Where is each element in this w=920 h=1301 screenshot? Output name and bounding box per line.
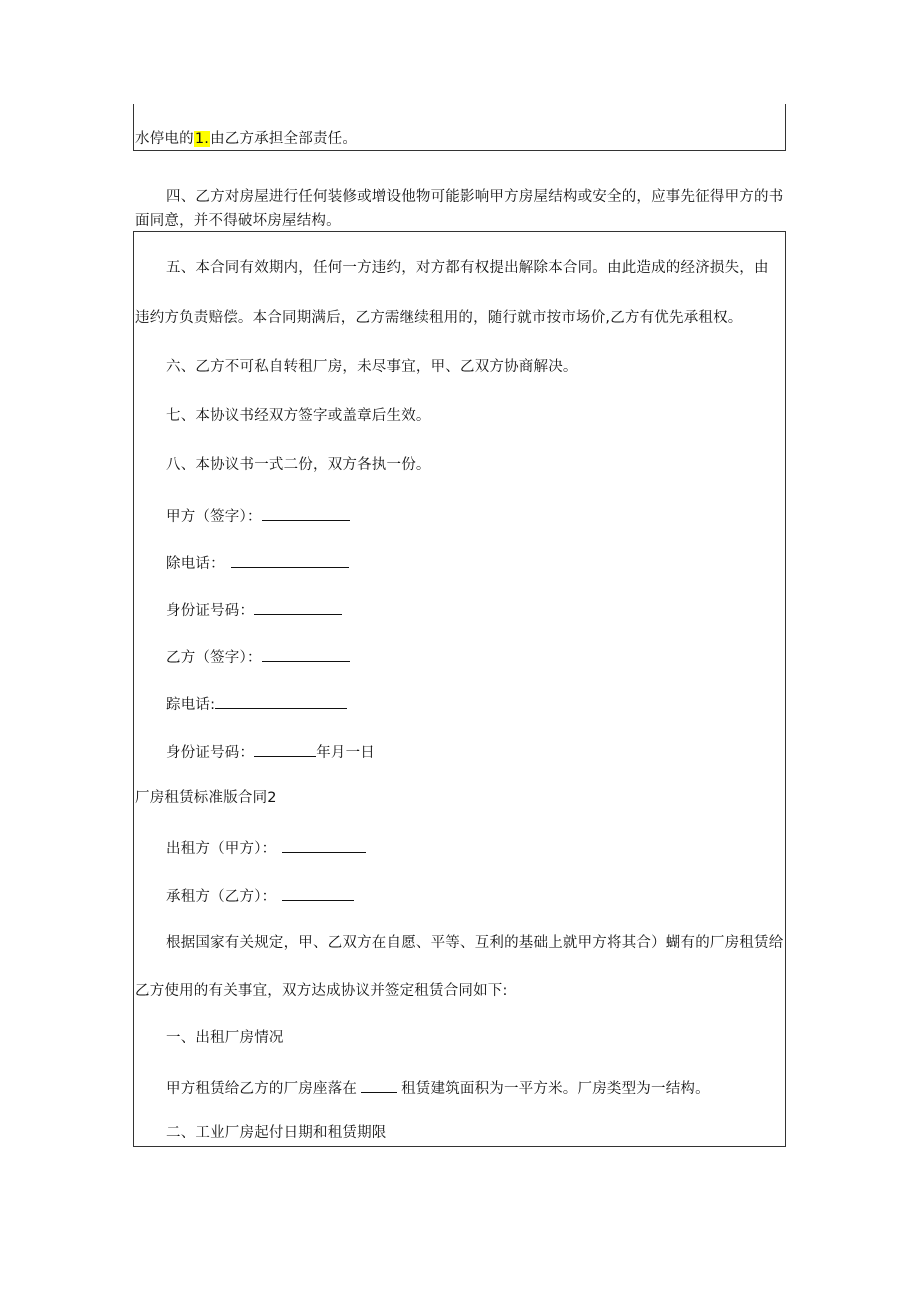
- lessor-line: [166, 836, 366, 859]
- id-a-label: 身份证号码：: [166, 603, 255, 619]
- section1-text: [166, 1076, 710, 1099]
- blank-underline: [254, 740, 316, 757]
- para5-line2: 违约方负责赔偿。本合同期满后，乙方需继续租用的，随行就市按市场价,乙方有优先承租权。: [135, 310, 743, 326]
- para4-line1: 四、乙方对房屋进行任何装修或增设他物可能影响甲方房屋结构或安全的，应事先征得甲方的书: [166, 189, 784, 205]
- phone-b-line: [166, 692, 347, 715]
- para5-line1: 五、本合同有效期内，任何一方违约，对方都有权提出解除本合同。由此造成的经济损失，由: [166, 260, 769, 276]
- id-a-line: [166, 598, 342, 621]
- contract2-title: 厂房租赁标准版合同2: [135, 790, 277, 806]
- blank-underline: [215, 692, 347, 709]
- party-a-sign-line: [166, 504, 350, 527]
- blank-underline: [262, 645, 350, 662]
- lessee-line: [166, 884, 354, 907]
- para7: 七、本协议书经双方签字或盖章后生效。: [166, 408, 431, 424]
- blank-underline: [361, 1076, 397, 1093]
- top-box-text: [135, 129, 357, 149]
- top-box-suffix: 由乙方承担全部责任。: [210, 131, 358, 147]
- party-a-sign-label: 甲方（签字）：: [166, 509, 262, 525]
- blank-underline: [262, 504, 350, 521]
- section1-text-a: 甲方租赁给乙方的厂房座落在: [166, 1081, 358, 1097]
- blank-underline: [231, 551, 349, 568]
- phone-a-label: 除电话：: [166, 556, 225, 572]
- lessor-label: 出租方（甲方）：: [166, 841, 277, 857]
- id-b-label: 身份证号码：: [166, 745, 255, 761]
- section2-heading: 二、工业厂房起付日期和租赁期限: [166, 1125, 387, 1141]
- phone-b-label: 踪电话:: [166, 697, 216, 713]
- top-box-prefix: 水停电的: [135, 131, 194, 147]
- party-b-sign-label: 乙方（签字）：: [166, 650, 262, 666]
- lessee-label: 承租方（乙方）：: [166, 889, 277, 905]
- party-b-sign-line: [166, 645, 350, 668]
- para4-line2: 面同意，并不得破坏房屋结构。: [135, 213, 341, 229]
- highlighted-text: 1.: [194, 131, 210, 147]
- section1-heading: 一、出租厂房情况: [166, 1030, 284, 1046]
- blank-underline: [254, 598, 342, 615]
- intro-line2: 乙方使用的有关事宜，双方达成协议并签定租赁合同如下:: [135, 983, 508, 999]
- blank-underline: [282, 836, 366, 853]
- intro-line1: 根据国家有关规定，甲、乙双方在自愿、平等、互利的基础上就甲方将其合）蝴有的厂房租赁给: [166, 935, 784, 951]
- para6: 六、乙方不可私自转租厂房，未尽事宜，甲、乙双方协商解决。: [166, 359, 578, 375]
- section1-text-b: 租赁建筑面积为一平方米。厂房类型为一结构。: [401, 1081, 710, 1097]
- phone-a-line: [166, 551, 349, 574]
- para8: 八、本协议书一式二份，双方各执一份。: [166, 457, 431, 473]
- blank-underline: [282, 884, 354, 901]
- id-b-line: [166, 740, 375, 763]
- date-suffix: 年月一日: [316, 745, 376, 761]
